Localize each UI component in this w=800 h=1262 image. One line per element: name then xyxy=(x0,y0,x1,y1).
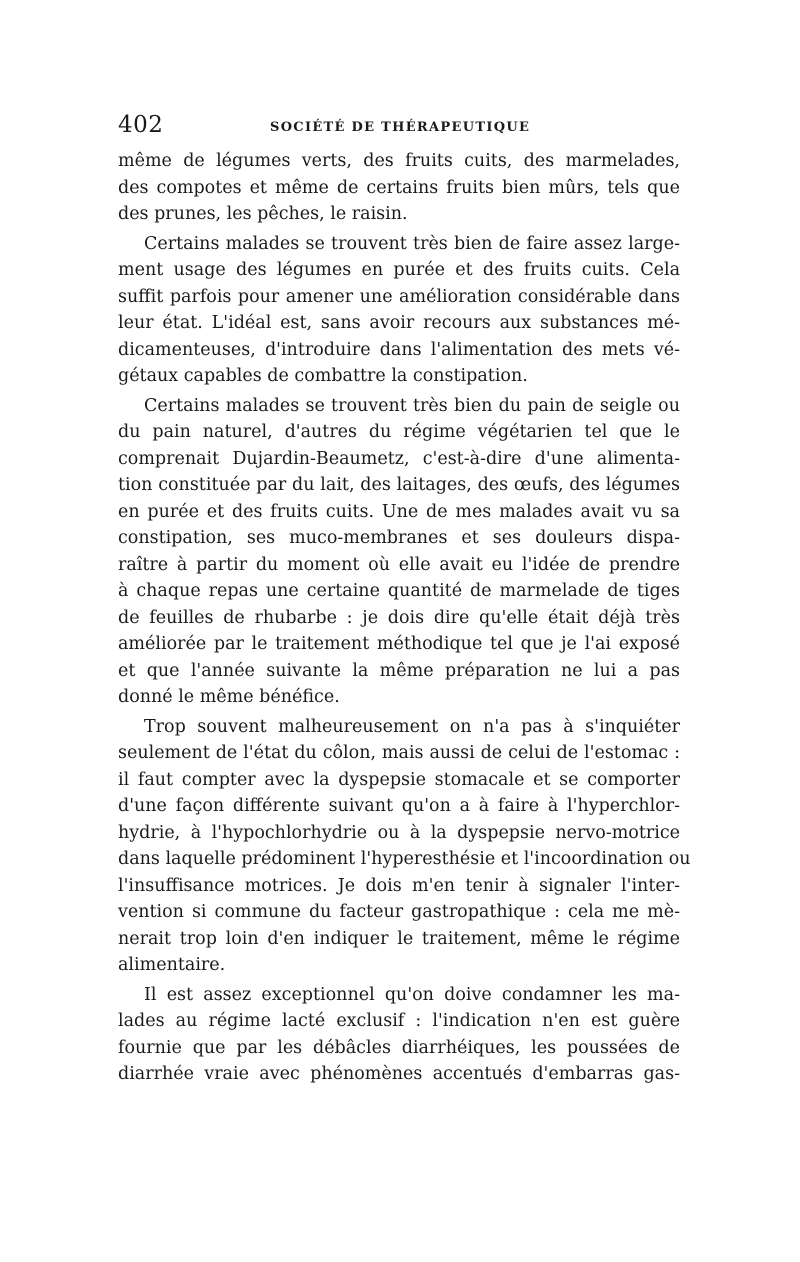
text-line: raître à partir du moment où elle avait eu l'idée de prendre xyxy=(118,554,680,575)
running-title: SOCIÉTÉ DE THÉRAPEUTIQUE xyxy=(270,120,531,135)
text-line: et que l'année suivante la même préparation ne lui a pas xyxy=(118,660,680,681)
text-line: des compotes et même de certains fruits bien mûrs, tels que xyxy=(118,177,680,198)
paragraph xyxy=(118,714,691,979)
text-line: tion constituée par du lait, des laitages, des œufs, des légumes xyxy=(118,475,680,495)
text-line: l'insuffisance motrices. Je dois m'en tenir à signaler l'inter- xyxy=(118,875,680,896)
text-line: leur état. L'idéal est, sans avoir recours aux substances mé- xyxy=(118,313,680,333)
paragraph xyxy=(118,982,680,1088)
text-line: il faut compter avec la dyspepsie stomacale et se comporter xyxy=(118,769,680,790)
text-line: dicamenteuses, d'introduire dans l'alimentation des mets vé- xyxy=(118,339,680,360)
text-line: diarrhée vraie avec phénomènes accentués d'embarras gas- xyxy=(118,1064,680,1084)
text-line: alimentaire. xyxy=(118,955,226,975)
paragraph xyxy=(118,231,680,390)
text-line: vention si commune du facteur gastropathique : cela me mè- xyxy=(118,902,680,922)
text-line: du pain naturel, d'autres du régime végétarien tel que le xyxy=(118,422,680,442)
book-page xyxy=(118,108,691,1091)
text-line: lades au régime lacté exclusif : l'indication n'en est guère xyxy=(118,1011,680,1031)
text-line: améliorée par le traitement méthodique tel que je l'ai exposé xyxy=(118,634,680,654)
text-line: dans laquelle prédominent l'hyperesthésie et l'incoordination ou xyxy=(118,849,691,869)
text-line: fournie que par les débâcles diarrhéiques, les poussées de xyxy=(118,1037,680,1058)
text-line: des prunes, les pêches, le raisin. xyxy=(118,204,408,224)
text-line: constipation, ses muco-membranes et ses douleurs dispa- xyxy=(118,528,680,548)
text-line: ment usage des légumes en purée et des fruits cuits. Cela xyxy=(118,260,680,280)
text-line: en purée et des fruits cuits. Une de mes malades avait vu sa xyxy=(118,501,680,522)
text-line: Trop souvent malheureusement on n'a pas à s'inquiéter xyxy=(144,716,680,737)
text-line: Certains malades se trouvent très bien du pain de seigle ou xyxy=(144,395,680,416)
body-text xyxy=(118,148,691,1088)
text-line: de feuilles de rhubarbe : je dois dire qu'elle était déjà très xyxy=(118,607,680,628)
text-line: gétaux capables de combattre la constipation. xyxy=(118,366,528,386)
text-line: comprenait Dujardin-Beaumetz, c'est-à-dire d'une alimenta- xyxy=(118,448,680,469)
text-line: hydrie, à l'hypochlorhydrie ou à la dyspepsie nervo-motrice xyxy=(118,822,680,843)
text-line: nerait trop loin d'en indiquer le traitement, même le régime xyxy=(118,928,680,949)
text-line: Certains malades se trouvent très bien de faire assez large- xyxy=(144,233,680,254)
paragraph xyxy=(118,393,680,711)
text-line: Il est assez exceptionnel qu'on doive condamner les ma- xyxy=(144,984,680,1005)
text-line: même de légumes verts, des fruits cuits, des marmelades, xyxy=(118,151,680,171)
page-number: 402 xyxy=(118,112,164,138)
text-line: seulement de l'état du côlon, mais aussi de celui de l'estomac : xyxy=(118,743,680,763)
page-header xyxy=(118,108,680,148)
text-line: donné le même bénéfice. xyxy=(118,687,340,707)
text-line: suffit parfois pour amener une amélioration considérable dans xyxy=(118,286,680,307)
paragraph xyxy=(118,148,680,228)
text-line: à chaque repas une certaine quantité de marmelade de tiges xyxy=(118,581,680,601)
text-line: d'une façon différente suivant qu'on a à faire à l'hyperchlor- xyxy=(118,796,680,816)
